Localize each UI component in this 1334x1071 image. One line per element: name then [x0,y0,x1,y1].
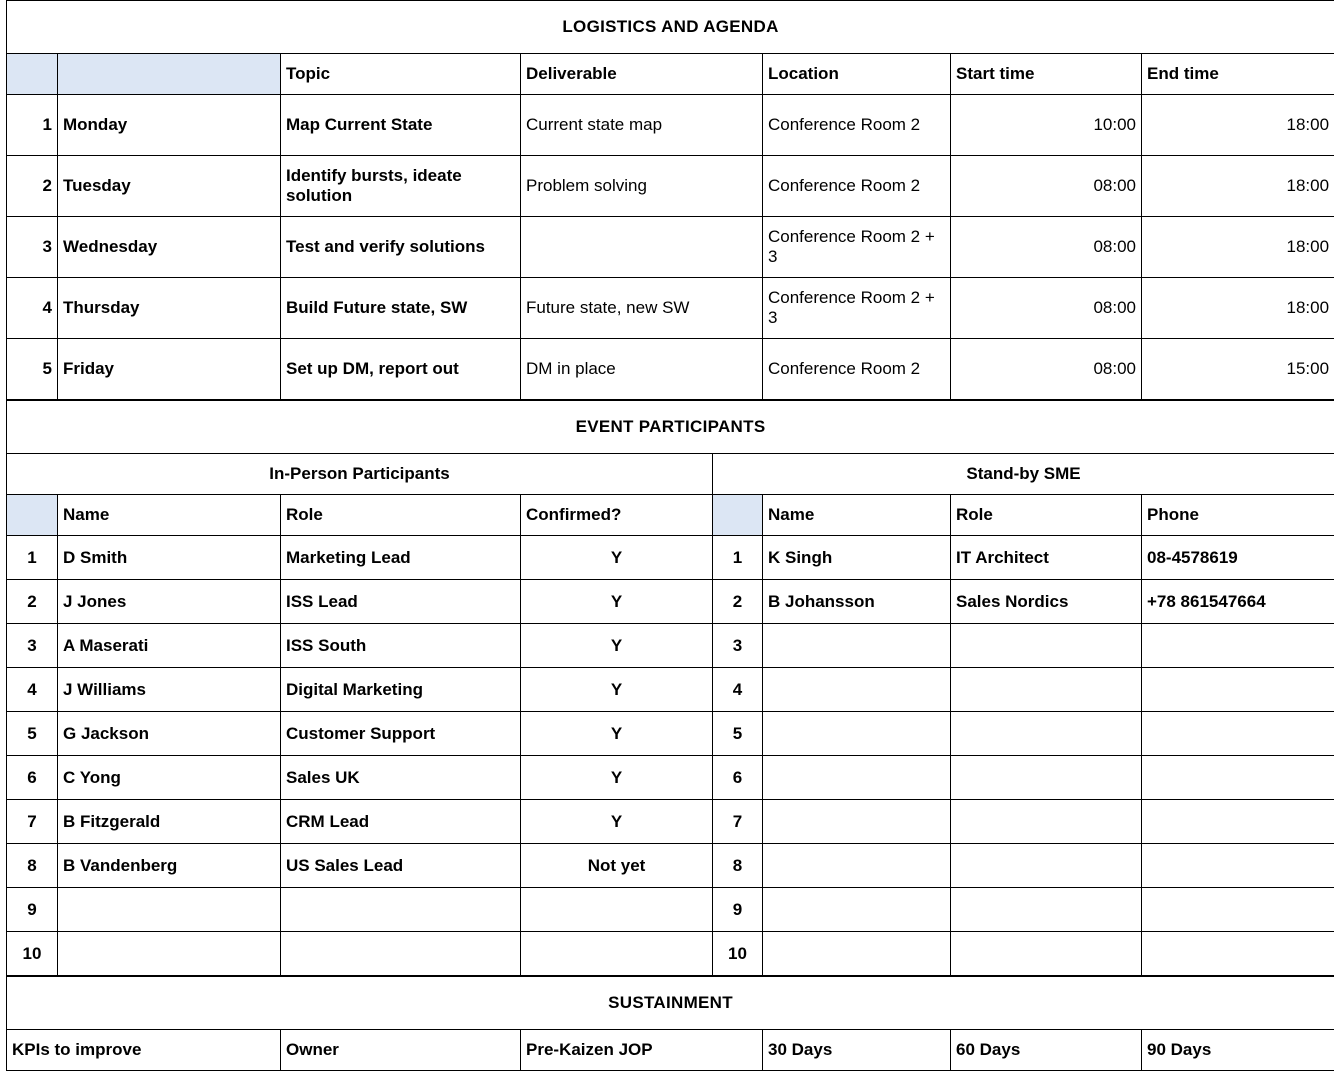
cell-name: B Fitzgerald [58,800,281,844]
sme-row-index: 7 [713,800,763,844]
participants-banner-row [7,401,1334,454]
sme-cell-phone [1142,888,1334,932]
cell-end-time: 18:00 [1142,278,1334,339]
row-index: 6 [7,756,58,800]
cell-confirmed: Y [521,580,713,624]
cell-confirmed: Y [521,668,713,712]
cell-role: US Sales Lead [281,844,521,888]
sme-row-index: 8 [713,844,763,888]
cell-topic: Map Current State [281,95,521,156]
sme-cell-role [951,844,1142,888]
table-row[interactable] [7,156,1334,217]
cell-name: D Smith [58,536,281,580]
sme-row-index: 1 [713,536,763,580]
row-index: 9 [7,888,58,932]
logistics-header-location: Location [763,54,951,95]
sme-cell-phone [1142,844,1334,888]
sme-row-index: 3 [713,624,763,668]
sme-cell-role [951,800,1142,844]
row-index: 3 [7,624,58,668]
sme-cell-phone [1142,932,1334,976]
participants-banner-title: EVENT PARTICIPANTS [7,401,1334,454]
inperson-header-name: Name [58,495,281,536]
table-row[interactable] [7,844,1334,888]
sme-cell-role [951,932,1142,976]
sme-cell-role: Sales Nordics [951,580,1142,624]
cell-role [281,888,521,932]
sustainment-header-pre-kaizen-jop: Pre-Kaizen JOP [521,1030,763,1071]
cell-name: J Williams [58,668,281,712]
sme-cell-role [951,756,1142,800]
cell-confirmed: Y [521,712,713,756]
sme-cell-name [763,844,951,888]
row-index: 8 [7,844,58,888]
cell-start-time: 10:00 [951,95,1142,156]
table-row[interactable] [7,756,1334,800]
cell-location: Conference Room 2 + 3 [763,278,951,339]
sustainment-banner-row [7,977,1334,1030]
sme-row-index: 2 [713,580,763,624]
table-row[interactable] [7,932,1334,976]
cell-end-time: 18:00 [1142,217,1334,278]
row-index: 1 [7,95,58,156]
sustainment-header-90-days: 90 Days [1142,1030,1334,1071]
sme-row-index: 9 [713,888,763,932]
sme-header-phone: Phone [1142,495,1334,536]
table-row[interactable] [7,712,1334,756]
cell-start-time: 08:00 [951,339,1142,400]
logistics-header-index [7,54,58,95]
sme-row-index: 4 [713,668,763,712]
cell-start-time: 08:00 [951,156,1142,217]
table-row[interactable] [7,668,1334,712]
sme-row-index: 10 [713,932,763,976]
sme-cell-phone [1142,756,1334,800]
cell-end-time: 18:00 [1142,156,1334,217]
cell-confirmed: Y [521,756,713,800]
cell-day: Wednesday [58,217,281,278]
sme-cell-name [763,668,951,712]
event-participants-table [6,400,1334,976]
cell-role: Digital Marketing [281,668,521,712]
sme-cell-name: B Johansson [763,580,951,624]
sustainment-header-30-days: 30 Days [763,1030,951,1071]
cell-deliverable [521,217,763,278]
table-row[interactable] [7,95,1334,156]
row-index: 4 [7,668,58,712]
logistics-header-start-time: Start time [951,54,1142,95]
sme-cell-phone: 08-4578619 [1142,536,1334,580]
sme-cell-phone [1142,800,1334,844]
cell-name [58,888,281,932]
logistics-header-row [7,54,1334,95]
sme-cell-role [951,712,1142,756]
inperson-header-index [7,495,58,536]
sme-cell-role [951,668,1142,712]
cell-day: Friday [58,339,281,400]
cell-role: ISS South [281,624,521,668]
cell-deliverable: Current state map [521,95,763,156]
row-index: 4 [7,278,58,339]
table-row[interactable] [7,800,1334,844]
row-index: 3 [7,217,58,278]
cell-topic: Build Future state, SW [281,278,521,339]
cell-confirmed [521,932,713,976]
sustainment-header-60-days: 60 Days [951,1030,1142,1071]
sustainment-banner-title: SUSTAINMENT [7,977,1334,1030]
sme-cell-name [763,712,951,756]
group-title-in-person: In-Person Participants [7,454,713,495]
cell-confirmed: Y [521,536,713,580]
row-index: 5 [7,712,58,756]
cell-day: Tuesday [58,156,281,217]
sme-cell-phone [1142,624,1334,668]
row-index: 5 [7,339,58,400]
cell-location: Conference Room 2 [763,156,951,217]
cell-name: G Jackson [58,712,281,756]
cell-name [58,932,281,976]
cell-day: Thursday [58,278,281,339]
sustainment-table [6,976,1334,1071]
cell-topic: Identify bursts, ideate solution [281,156,521,217]
table-row[interactable] [7,888,1334,932]
sme-row-index: 6 [713,756,763,800]
table-row[interactable] [7,580,1334,624]
cell-role: Customer Support [281,712,521,756]
sustainment-header-kpis: KPIs to improve [7,1030,281,1071]
logistics-agenda-table [6,0,1334,400]
cell-day: Monday [58,95,281,156]
cell-name: B Vandenberg [58,844,281,888]
sme-cell-name [763,624,951,668]
cell-name: J Jones [58,580,281,624]
cell-start-time: 08:00 [951,278,1142,339]
sme-cell-name [763,932,951,976]
cell-location: Conference Room 2 [763,339,951,400]
sme-cell-name [763,756,951,800]
table-row[interactable] [7,339,1334,400]
cell-confirmed: Y [521,800,713,844]
logistics-header-deliverable: Deliverable [521,54,763,95]
sme-header-name: Name [763,495,951,536]
cell-location: Conference Room 2 + 3 [763,217,951,278]
cell-role: CRM Lead [281,800,521,844]
inperson-header-role: Role [281,495,521,536]
sme-cell-name [763,888,951,932]
table-row[interactable] [7,278,1334,339]
logistics-header-day [58,54,281,95]
sme-cell-phone [1142,712,1334,756]
cell-location: Conference Room 2 [763,95,951,156]
sme-row-index: 5 [713,712,763,756]
sme-cell-phone: +78 861547664 [1142,580,1334,624]
row-index: 7 [7,800,58,844]
sme-cell-name [763,800,951,844]
participants-column-header-row [7,495,1334,536]
cell-end-time: 15:00 [1142,339,1334,400]
cell-topic: Test and verify solutions [281,217,521,278]
sustainment-header-owner: Owner [281,1030,521,1071]
logistics-banner-row [7,1,1334,54]
sme-cell-name: K Singh [763,536,951,580]
row-index: 2 [7,580,58,624]
cell-confirmed: Y [521,624,713,668]
cell-topic: Set up DM, report out [281,339,521,400]
sme-cell-role [951,888,1142,932]
sme-cell-role: IT Architect [951,536,1142,580]
cell-deliverable: Future state, new SW [521,278,763,339]
sme-cell-role [951,624,1142,668]
table-row[interactable] [7,624,1334,668]
cell-confirmed: Not yet [521,844,713,888]
logistics-header-topic: Topic [281,54,521,95]
table-row[interactable] [7,217,1334,278]
sustainment-header-row [7,1030,1334,1071]
cell-end-time: 18:00 [1142,95,1334,156]
sme-cell-phone [1142,668,1334,712]
row-index: 1 [7,536,58,580]
logistics-header-end-time: End time [1142,54,1334,95]
logistics-banner-title: LOGISTICS AND AGENDA [7,1,1334,54]
cell-role: Sales UK [281,756,521,800]
cell-role: ISS Lead [281,580,521,624]
sme-header-index [713,495,763,536]
sme-header-role: Role [951,495,1142,536]
table-row[interactable] [7,536,1334,580]
cell-deliverable: DM in place [521,339,763,400]
row-index: 2 [7,156,58,217]
cell-name: A Maserati [58,624,281,668]
cell-deliverable: Problem solving [521,156,763,217]
group-title-standby-sme: Stand-by SME [713,454,1334,495]
participants-group-header-row [7,454,1334,495]
cell-role: Marketing Lead [281,536,521,580]
cell-confirmed [521,888,713,932]
cell-start-time: 08:00 [951,217,1142,278]
cell-name: C Yong [58,756,281,800]
cell-role [281,932,521,976]
inperson-header-confirmed: Confirmed? [521,495,713,536]
row-index: 10 [7,932,58,976]
